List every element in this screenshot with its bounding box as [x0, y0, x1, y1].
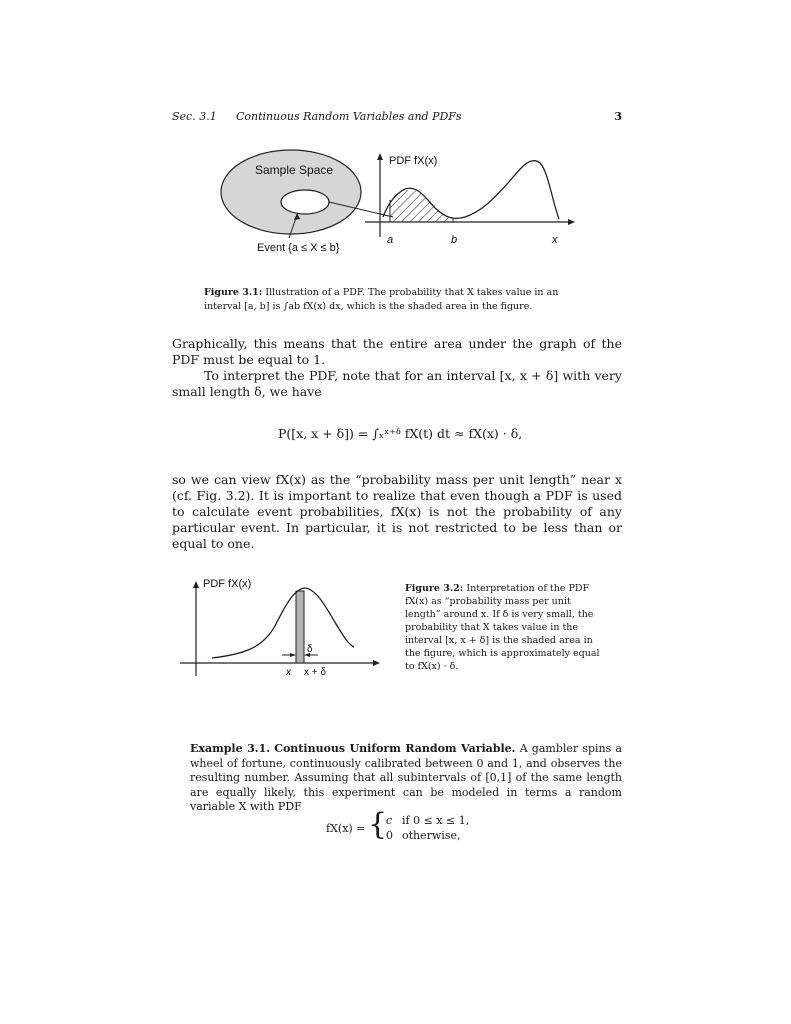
sample-space-label: Sample Space	[255, 163, 334, 177]
caption-text: Interpretation of the PDF fX(x) as “probability mass per unit length” around x. If δ is very small, the probability that X takes value in the interval [x, x + δ] is the shaded area in the figure, which is approximately equal to fX(x) · δ.	[405, 583, 600, 672]
caption-label: Figure 3.2:	[405, 583, 464, 594]
figure-3-1	[215, 145, 585, 260]
pdf-curve	[212, 588, 354, 658]
axis-label-x-delta: x + δ	[304, 667, 326, 678]
shaded-strip	[296, 591, 304, 663]
case-2-value: 0	[386, 829, 393, 842]
axis-label-b: b	[451, 234, 458, 246]
shaded-area	[390, 190, 453, 222]
figure-3-1-caption	[204, 286, 594, 314]
paragraph-3: so we can view fX(x) as the “probability mass per unit length” near x (cf. Fig. 3.2). It is important to realize that even though a PDF is used to calculate event probabilities, fX(x) is not the probability of any particular event. In particular, it is not restricted to be less than or equal to one.	[172, 472, 622, 551]
pdf-axis-label: PDF fX(x)	[389, 155, 438, 167]
case-1-condition: if 0 ≤ x ≤ 1,	[402, 814, 470, 827]
section-title: Continuous Random Variables and PDFs	[236, 110, 462, 123]
equation-lhs: fX(x) =	[326, 822, 366, 835]
page-number: 3	[614, 110, 622, 123]
example-label: Example 3.1.	[190, 742, 271, 755]
paragraph-1: Graphically, this means that the entire area under the graph of the PDF must be equal to 1.	[172, 336, 622, 367]
example-text: A gambler spins a wheel of fortune, continuously calibrated between 0 and 1, and observes the resulting number. Assuming that all subintervals of [0,1] of the same length are equally likely, this experiment can be modeled in terms a random variable X with PDF	[190, 742, 622, 813]
figure-3-2-caption	[405, 582, 600, 673]
caption-line-2: interval [a, b] is ∫ab fX(x) dx, which is the shaded area in the figure.	[204, 301, 533, 312]
caption-line-1: Illustration of a PDF. The probability that X takes value in an	[265, 287, 559, 298]
brace: {	[368, 807, 388, 842]
equation-2	[326, 807, 526, 848]
caption-label: Figure 3.1:	[204, 287, 263, 298]
axis-label-x: x	[286, 667, 291, 678]
equation-1: P([x, x + δ]) = ∫ₓˣ⁺ᵟ fX(t) dt ≈ fX(x) · δ,	[278, 426, 523, 441]
case-1-value: c	[386, 814, 393, 827]
example-3-1	[190, 742, 622, 815]
example-title: Continuous Uniform Random Variable.	[274, 742, 516, 755]
case-2-condition: otherwise,	[402, 829, 461, 842]
event-label: Event {a ≤ X ≤ b}	[257, 242, 340, 254]
pdf-axis-label: PDF fX(x)	[203, 578, 252, 590]
section-number: Sec. 3.1	[172, 110, 217, 123]
paragraph-2: To interpret the PDF, note that for an interval [x, x + δ] with very small length δ, we have	[172, 368, 622, 399]
axis-label-x: x	[552, 234, 558, 246]
figure-3-2	[176, 572, 386, 682]
axis-label-a: a	[387, 234, 394, 246]
event-ellipse	[281, 190, 329, 214]
delta-label: δ	[307, 644, 313, 655]
